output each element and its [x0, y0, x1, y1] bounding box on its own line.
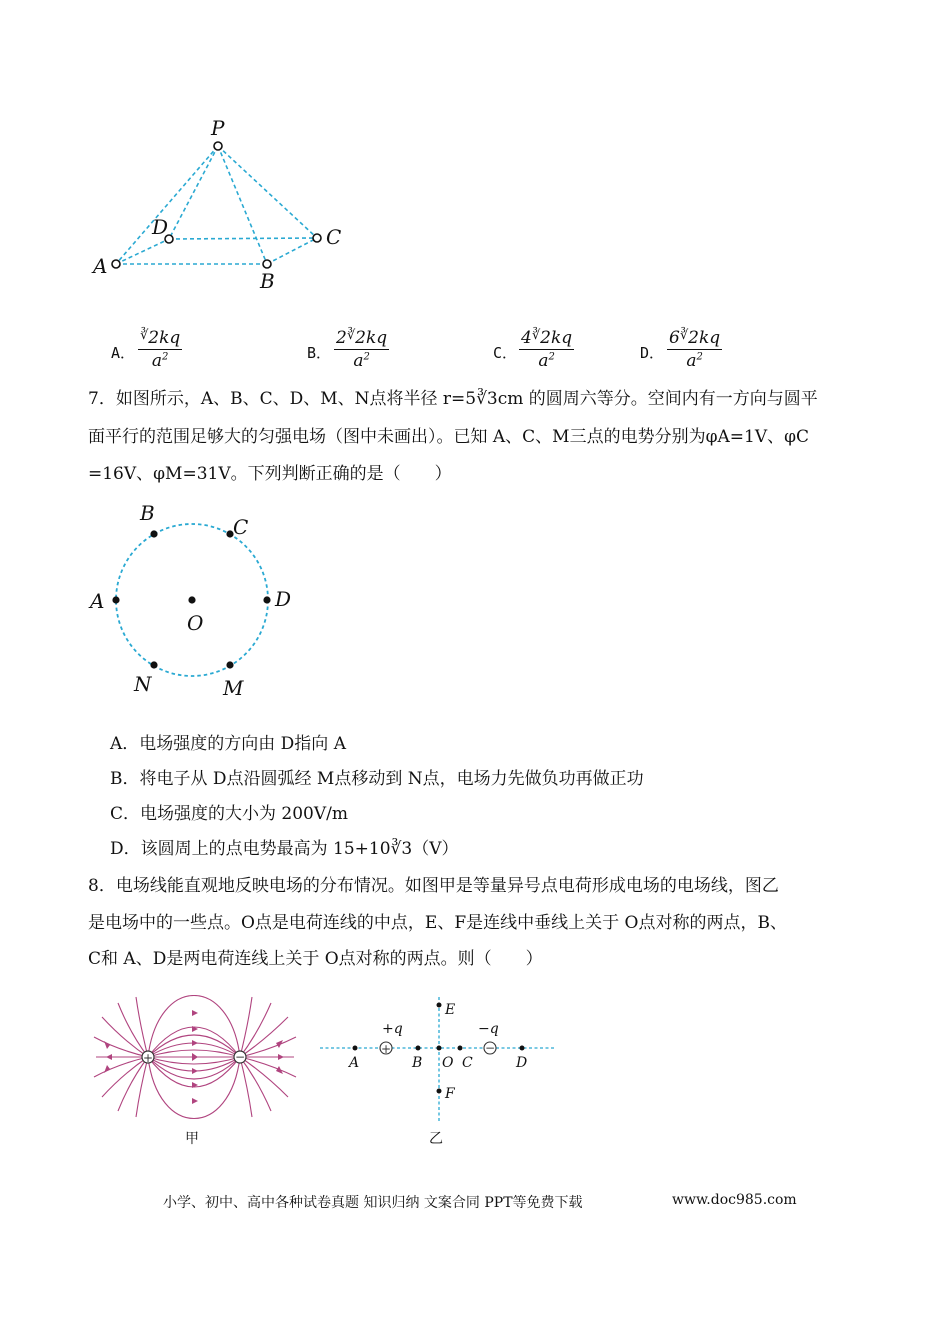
fig2-caption: 乙 [429, 1131, 443, 1147]
circle-label-D: D [275, 587, 292, 611]
q8-line3: C和 A、D是两电荷连线上关于 O点对称的两点。则（ ） [88, 949, 543, 969]
circle-figure [85, 500, 305, 700]
q7-option-b: B．将电子从 D点沿圆弧经 M点移动到 N点，电场力先做负功再做正功 [110, 769, 644, 789]
circle-label-B: B [140, 501, 155, 525]
option-c-label: C． [493, 344, 518, 362]
svg-text:−: − [485, 1041, 496, 1055]
option-a-fraction: $\frac{^∛2kq}{a^2}$ [140, 328, 181, 371]
footer-left: 小学、初中、高中各种试卷真题 知识归纳 文案合同 PPT等免费下载 [163, 1195, 583, 1211]
fig2-label-neg: −q [478, 1021, 499, 1037]
q7-option-d: D．该圆周上的点电势最高为 15+10∛3（V） [110, 839, 459, 859]
field-lines-figure [88, 995, 303, 1150]
fig2-label-pos: +q [382, 1021, 403, 1037]
label-P: P [211, 116, 225, 140]
circle-label-C: C [233, 515, 249, 539]
q7-line2: 面平行的范围足够大的匀强电场（图中未画出）。已知 A、C、M三点的电势分别为φA=1V、φC [88, 427, 810, 447]
points-figure [318, 995, 560, 1150]
q7-line1: 7．如图所示，A、B、C、D、M、N点将半径 r=5∛3cm 的圆周六等分。空间内有一方向与圆平 [88, 389, 818, 409]
q8-line2: 是电场中的一些点。O点是电荷连线的中点，E、F是连线中垂线上关于 O点对称的两点，B、 [88, 913, 787, 933]
pyramid-figure [85, 115, 355, 295]
option-c-fraction: $\frac{4^∛2kq}{a^2}$ [521, 328, 573, 371]
fig2-label-E: E [445, 1002, 456, 1018]
circle-label-O: O [187, 611, 204, 635]
svg-text:−: − [235, 1050, 246, 1064]
label-D: D [152, 215, 169, 239]
footer-link[interactable]: www.doc985.com [672, 1192, 797, 1208]
q8-line1: 8．电场线能直观地反映电场的分布情况。如图甲是等量异号点电荷形成电场的电场线，图乙 [88, 876, 779, 896]
fig2-label-C: C [462, 1055, 473, 1071]
circle-label-N: N [134, 672, 152, 696]
option-b-label: B． [307, 344, 332, 362]
circle-label-M: M [223, 676, 244, 700]
q7-option-c: C．电场强度的大小为 200V/m [110, 804, 348, 824]
label-B: B [260, 269, 275, 293]
circle-label-A: A [90, 589, 105, 613]
fig2-label-B: B [412, 1055, 423, 1071]
fig2-label-O: O [442, 1055, 454, 1071]
option-d-fraction: $\frac{6^∛2kq}{a^2}$ [669, 328, 721, 371]
fig2-label-D: D [516, 1055, 528, 1071]
option-b-fraction: $\frac{2^∛2kq}{a^2}$ [336, 328, 388, 371]
q7-option-a: A．电场强度的方向由 D指向 A [110, 734, 346, 754]
option-a-label: A． [111, 344, 136, 362]
option-d-label: D． [640, 344, 665, 362]
fig1-caption: 甲 [185, 1131, 199, 1147]
q7-line3: =16V、φM=31V。下列判断正确的是（ ） [88, 464, 452, 484]
fig2-label-F: F [445, 1086, 455, 1102]
label-C: C [326, 225, 342, 249]
svg-text:+: + [143, 1051, 154, 1065]
label-A: A [93, 254, 108, 278]
fig2-label-A: A [349, 1055, 360, 1071]
svg-text:+: + [381, 1042, 392, 1056]
